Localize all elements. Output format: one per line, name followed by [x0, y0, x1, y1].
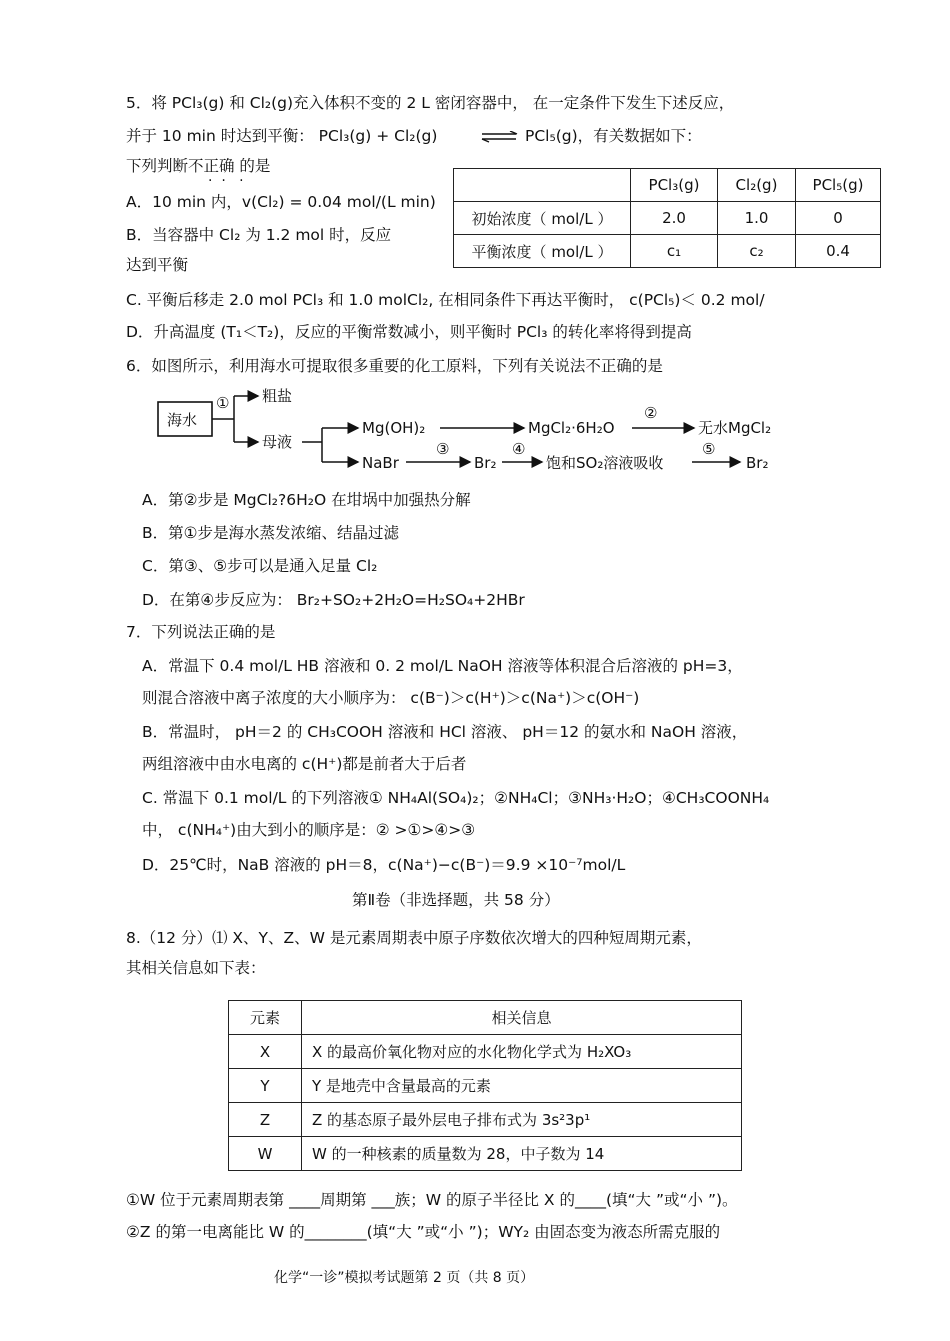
anhydrous-mgcl2-label: 无水MgCl₂	[698, 419, 772, 437]
table-cell: Z	[229, 1103, 302, 1137]
table-cell: PCl₅(g)	[796, 169, 881, 202]
table-row	[229, 1001, 742, 1035]
table-row	[454, 202, 881, 235]
q5-option-a: A．10 min 内，v(Cl₂) = 0.04 mol/(L min)	[126, 193, 436, 211]
page-footer: 化学“一诊”模拟考试题第 2 页（共 8 页）	[274, 1270, 535, 1286]
q8-sub1: ①W 位于元素周期表第 ____周期第 ___族；W 的原子半径比 X 的____(填“大 ”或“小 ”)。	[126, 1191, 738, 1209]
q7-option-a-line2: 则混合溶液中离子浓度的大小顺序为： c(B⁻)＞c(H⁺)＞c(Na⁺)＞c(OH⁻)	[142, 689, 640, 707]
q6-option-a: A．第②步是 MgCl₂?6H₂O 在坩埚中加强热分解	[142, 491, 471, 509]
equilibrium-arrow-icon	[480, 131, 520, 143]
seawater-flow-diagram	[150, 384, 810, 478]
q5-line2b: PCl₅(g)，有关数据如下：	[525, 127, 702, 145]
mgcl2-hydrate-label: MgCl₂·6H₂O	[528, 419, 615, 437]
q7-option-c-line2: 中， c(NH₄⁺)由大到小的顺序是：② >①>④>③	[142, 821, 476, 839]
so2-absorb-label: 饱和SO₂溶液吸收	[546, 454, 664, 472]
table-row	[229, 1137, 742, 1171]
step4-label: ④	[512, 440, 526, 458]
crude-salt-label: 粗盐	[262, 387, 293, 405]
table-cell: X	[229, 1035, 302, 1069]
q5-option-d: D．升高温度 (T₁＜T₂)，反应的平衡常数减小，则平衡时 PCl₃ 的转化率将得到提高	[126, 323, 692, 341]
step3-label: ③	[436, 440, 450, 458]
q7-stem: 7．下列说法正确的是	[126, 623, 276, 641]
table-row	[229, 1103, 742, 1137]
q7-option-d: D．25℃时，NaB 溶液的 pH＝8，c(Na⁺)−c(B⁻)＝9.9 ×10⁻⁷mol/L	[142, 856, 626, 874]
emphasis-dots: · · ·	[208, 173, 244, 189]
q5-option-b-line2: 达到平衡	[126, 256, 189, 274]
table-cell: 2.0	[631, 202, 718, 235]
table-row	[454, 169, 881, 202]
table-row	[454, 235, 881, 268]
q6-option-b: B．第①步是海水蒸发浓缩、结晶过滤	[142, 524, 400, 542]
table-cell: c₂	[718, 235, 796, 268]
table-row	[229, 1069, 742, 1103]
br2-label-a: Br₂	[474, 454, 497, 472]
q7-option-b-line1: B．常温时， pH＝2 的 CH₃COOH 溶液和 HCl 溶液、 pH＝12 的氨水和 NaOH 溶液，	[142, 723, 748, 741]
q5-data-table	[453, 168, 881, 268]
nabr-label: NaBr	[362, 454, 399, 472]
table-cell: 1.0	[718, 202, 796, 235]
q8-element-table	[228, 1000, 742, 1171]
table-cell: 0	[796, 202, 881, 235]
seawater-label: 海水	[167, 411, 198, 429]
table-cell: Cl₂(g)	[718, 169, 796, 202]
step1-label: ①	[216, 394, 230, 412]
q8-sub2: ②Z 的第一电离能比 W 的________(填“大 ”或“小 ”)；WY₂ 由固态变为液态所需克服的	[126, 1223, 721, 1241]
q8-line2: 其相关信息如下表：	[126, 959, 266, 977]
q5-option-b-line1: B．当容器中 Cl₂ 为 1.2 mol 时，反应	[126, 226, 392, 244]
table-cell: 元素	[229, 1001, 302, 1035]
table-cell: W 的一种核素的质量数为 28，中子数为 14	[302, 1137, 742, 1171]
table-cell: c₁	[631, 235, 718, 268]
q6-option-c: C．第③、⑤步可以是通入足量 Cl₂	[142, 557, 378, 575]
mother-liquor-label: 母液	[262, 433, 293, 451]
step5-label: ⑤	[702, 440, 716, 458]
q7-option-c-line1: C. 常温下 0.1 mol/L 的下列溶液① NH₄Al(SO₄)₂；②NH₄Cl；③NH₃·H₂O；④CH₃COONH₄	[142, 789, 770, 807]
table-cell: Y 是地壳中含量最高的元素	[302, 1069, 742, 1103]
q5-line1: 5．将 PCl₃(g) 和 Cl₂(g)充入体积不变的 2 L 密闭容器中， 在一定条件下发生下述反应，	[126, 94, 735, 112]
table-cell: 初始浓度（ mol/L ）	[454, 202, 631, 235]
q7-option-b-line2: 两组溶液中由水电离的 c(H⁺)都是前者大于后者	[142, 755, 467, 773]
mgoh2-label: Mg(OH)₂	[362, 419, 426, 437]
q5-option-c: C. 平衡后移走 2.0 mol PCl₃ 和 1.0 molCl₂, 在相同条件下再达平衡时， c(PCl₅)＜ 0.2 mol/	[126, 291, 765, 309]
q7-option-a-line1: A．常温下 0.4 mol/L HB 溶液和 0. 2 mol/L NaOH 溶液等体积混合后溶液的 pH=3，	[142, 657, 743, 675]
q6-option-d: D．在第④步反应为： Br₂+SO₂+2H₂O=H₂SO₄+2HBr	[142, 591, 525, 609]
q6-stem: 6．如图所示，利用海水可提取很多重要的化工原料，下列有关说法不正确的是	[126, 357, 663, 375]
table-cell: 相关信息	[302, 1001, 742, 1035]
table-cell: Z 的基态原子最外层电子排布式为 3s²3p¹	[302, 1103, 742, 1137]
step2-label: ②	[644, 404, 658, 422]
table-cell	[454, 169, 631, 202]
table-cell: 平衡浓度（ mol/L ）	[454, 235, 631, 268]
table-cell: 0.4	[796, 235, 881, 268]
table-cell: X 的最高价氧化物对应的水化物化学式为 H₂XO₃	[302, 1035, 742, 1069]
q5-line2a: 并于 10 min 时达到平衡： PCl₃(g) + Cl₂(g)	[126, 127, 438, 145]
q5-line3: 下列判断不正确 的是	[126, 157, 271, 175]
table-row	[229, 1035, 742, 1069]
q8-line1: 8.（12 分）⑴ X、Y、Z、W 是元素周期表中原子序数依次增大的四种短周期元素，	[126, 929, 702, 947]
br2-label-b: Br₂	[746, 454, 769, 472]
section-title: 第Ⅱ卷（非选择题，共 58 分）	[352, 891, 560, 909]
table-cell: Y	[229, 1069, 302, 1103]
table-cell: PCl₃(g)	[631, 169, 718, 202]
table-cell: W	[229, 1137, 302, 1171]
